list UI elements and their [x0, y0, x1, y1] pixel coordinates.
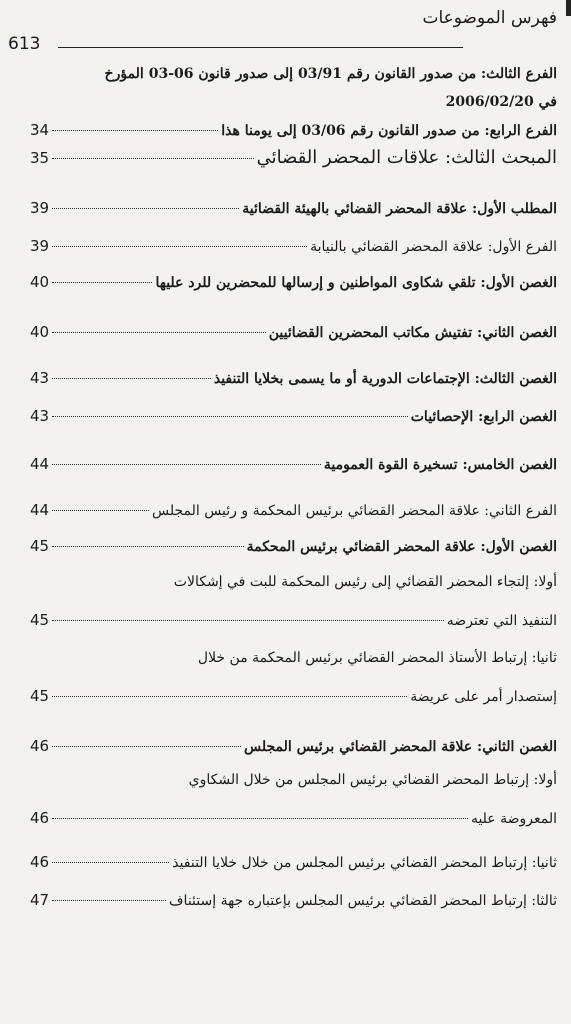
toc-entry [30, 890, 557, 911]
toc-entry-label: الغصن الأول: تلقي شكاوى المواطنين و إرسالها للمحضرين للرد عليها [155, 275, 557, 291]
toc-entry-page: 47 [30, 891, 50, 909]
toc-entry-continuation: التنفيذ التي تعترضه [446, 613, 557, 629]
leader-dots [52, 862, 169, 863]
leader-dots [52, 900, 166, 901]
toc-entry-label: الفرع الثاني: علاقة المحضر القضائي برئيس المحكمة و رئيس المجلس [151, 503, 557, 519]
leader-dots [52, 696, 407, 697]
toc-entry-page: 46 [30, 853, 50, 871]
toc-entry-page: 46 [30, 737, 50, 755]
toc-entry-page: 35 [30, 149, 50, 167]
toc-entry [30, 120, 557, 141]
leader-dots [52, 282, 152, 283]
toc-entry-continuation: في 2006/02/20 [445, 94, 557, 110]
toc-entry [30, 198, 557, 219]
leader-dots [52, 246, 307, 247]
toc-entry-page: 45 [30, 687, 50, 705]
toc-entry-label: الفرع الثالث: من صدور القانون رقم 03/91 إلى صدور قانون 06-03 المؤرخ [104, 66, 557, 82]
toc-entry [30, 686, 557, 707]
toc-entry-label: الغصن الرابع: الإحصائيات [410, 409, 557, 425]
toc-entry-page: 45 [30, 611, 50, 629]
toc-entry-label: المبحث الثالث: علاقات المحضر القضائي [256, 147, 557, 168]
toc-entry [30, 454, 557, 475]
toc-entry-page: 39 [30, 199, 50, 217]
toc-entry-label: الفرع الأول: علاقة المحضر القضائي بالنيابة [310, 239, 557, 255]
toc-entry-page: 44 [30, 501, 50, 519]
toc-entry-continuation: إستصدار أمر على عريضة [410, 689, 557, 705]
leader-dots [52, 130, 218, 131]
toc-entry-label: الفرع الرابع: من صدور القانون رقم 03/06 إلى يومنا هذا [221, 123, 557, 139]
toc-entry [30, 610, 557, 631]
toc-entry-label: أولا: إلتجاء المحضر القضائي إلى رئيس المحكمة للبت في إشكالات [173, 574, 557, 590]
toc-entry-page: 39 [30, 237, 50, 255]
toc-entry [30, 808, 557, 829]
toc-entry-label: أولا: إرتباط المحضر القضائي برئيس المجلس من خلال الشكاوي [188, 772, 557, 788]
toc-entry-label: ثانيا: إرتباط المحضر القضائي برئيس المجلس من خلال خلايا التنفيذ [172, 855, 557, 871]
toc-entry [30, 236, 557, 257]
toc-entry [30, 736, 557, 757]
running-head: فهرس الموضوعات [422, 8, 557, 28]
toc-entry-page: 43 [30, 407, 50, 425]
toc-entry [30, 148, 557, 168]
toc-entry-page: 34 [30, 121, 50, 139]
toc-entry [30, 272, 557, 293]
toc-entry-label: الغصن الخامس: تسخيرة القوة العمومية [323, 457, 557, 473]
toc-entry-page: 46 [30, 809, 50, 827]
leader-dots [52, 416, 408, 417]
toc-entry-label: الغصن الثاني: علاقة المحضر القضائي برئيس المجلس [244, 739, 557, 755]
toc-entry [30, 368, 557, 389]
leader-dots [52, 158, 254, 159]
toc-entry [30, 406, 557, 427]
toc-entry-label: المطلب الأول: علاقة المحضر القضائي بالهيئة القضائية [242, 201, 557, 217]
toc-entry-label: ثالثا: إرتباط المحضر القضائي برئيس المجلس بإعتباره جهة إستئناف [169, 893, 557, 909]
toc-entry-continuation: المعروضة عليه [470, 811, 557, 827]
leader-dots [52, 464, 321, 465]
toc-entry-label: ثانيا: إرتباط الأستاذ المحضر القضائي برئيس المحكمة من خلال [197, 650, 557, 666]
leader-dots [52, 510, 149, 511]
toc-entry-page: 40 [30, 273, 50, 291]
toc-entry-page: 44 [30, 455, 50, 473]
toc-entry-label: الغصن الثالث: الإجتماعات الدورية أو ما يسمى بخلايا التنفيذ [213, 371, 557, 387]
leader-dots [52, 746, 241, 747]
toc-entry [30, 852, 557, 873]
leader-dots [52, 332, 266, 333]
leader-dots [52, 620, 444, 621]
toc-entry-page: 40 [30, 323, 50, 341]
page-number: 613 [8, 34, 41, 54]
toc-entry-label: الغصن الثاني: تفتيش مكاتب المحضرين القضائيين [268, 325, 557, 341]
leader-dots [52, 208, 239, 209]
header-rule [58, 47, 463, 48]
toc-entry-label: الغصن الأول: علاقة المحضر القضائي برئيس المحكمة [246, 539, 557, 555]
corner-mark [566, 0, 571, 16]
toc-entry-page: 43 [30, 369, 50, 387]
toc-entry-page: 45 [30, 537, 50, 555]
toc-entry [30, 536, 557, 557]
toc-entry [30, 322, 557, 343]
leader-dots [52, 546, 244, 547]
toc-entry [30, 500, 557, 521]
leader-dots [52, 378, 211, 379]
leader-dots [52, 818, 468, 819]
